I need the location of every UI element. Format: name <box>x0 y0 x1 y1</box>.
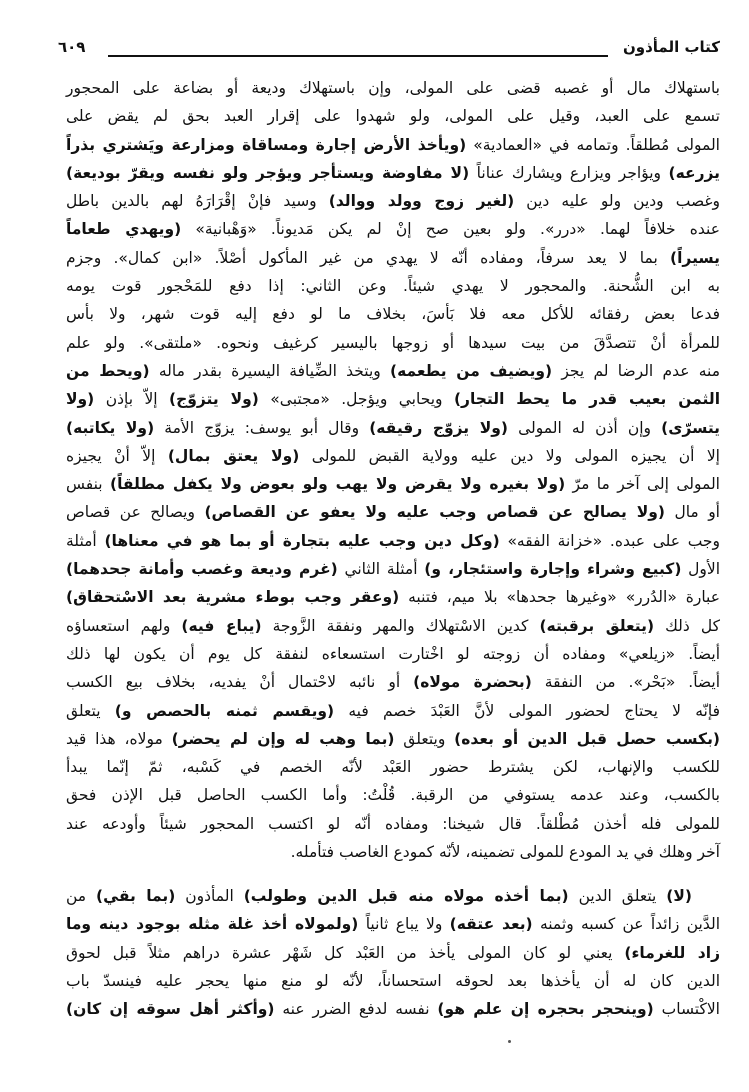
commentary-text: وسيد فإنْ إقْرَارَهُ لهم بالدين باطل <box>66 192 329 211</box>
commentary-text: وغصب ودين ولو عليه دين <box>514 192 720 211</box>
commentary-text: المولى إلى آخر ما مرّ <box>565 475 720 494</box>
text-line <box>66 74 720 102</box>
text-line <box>66 414 720 442</box>
commentary-text: المأذون <box>175 887 244 905</box>
header-rule <box>108 55 608 57</box>
commentary-text: كل ذلك <box>654 616 720 635</box>
paragraph-2 <box>66 882 720 1023</box>
commentary-text: أو مال <box>664 503 720 522</box>
bold-matn-text: الثمن بعيب قدر ما يحط التجار) <box>453 390 721 409</box>
bold-matn-text: (ويقسم ثمنه بالحصص و) <box>114 701 335 720</box>
text-line <box>66 810 720 838</box>
bold-matn-text: (يتعلق برقبته) <box>539 616 655 635</box>
commentary-text: إلاّ بإذن <box>94 390 170 409</box>
bold-matn-text: (ولا يعتق بمال) <box>167 446 300 465</box>
text-line <box>66 215 720 243</box>
text-line <box>66 668 720 696</box>
text-line <box>66 470 720 498</box>
commentary-text: تسمع على العبد، وقيل على المولى، ولو شهدوا على إقرار العبد بحق لم يقض على <box>66 107 720 126</box>
commentary-text: الاكْتساب <box>653 1000 720 1019</box>
bold-matn-text: (بما وهب له وإن لم يحضر) <box>171 729 395 748</box>
paragraph-1 <box>66 74 720 866</box>
bold-matn-text: (ولا يكاتبه) <box>66 418 155 437</box>
commentary-text: كدين الاسْتهلاك والمهر ونفقة الزَّوجة <box>261 616 540 635</box>
page-header <box>58 38 720 62</box>
bold-matn-text: يزرعه) <box>668 163 720 182</box>
bold-matn-text: (وأكثر أهل سوقه إن كان) <box>66 1000 275 1019</box>
text-line <box>66 781 720 809</box>
commentary-text: ولهم استعساؤه <box>66 616 182 635</box>
commentary-text: المولى مُطلقاً. وتمامه في «العمادية» <box>466 135 720 154</box>
bold-matn-text: (لا) <box>666 887 692 905</box>
text-line <box>66 131 720 159</box>
text-line <box>66 102 720 130</box>
text-line <box>66 244 720 272</box>
commentary-text: من <box>66 887 97 905</box>
commentary-text: للمولى فله أخذن مُطْلقاً. قال شيخنا: ومفاده أنّه لو اكتسب المحجور شيئاً وأودعه عند <box>66 814 720 833</box>
bold-matn-text: (ولا يصالح عن قصاص وجب عليه ولا يعفو عن القصاص) <box>204 503 665 522</box>
text-line <box>66 882 720 910</box>
bold-matn-text: (ولا بغيره ولا يقرض ولا يهب ولو بعوض ولا يكفل مطلقاً) <box>109 475 566 494</box>
commentary-text: يتعلق <box>66 701 115 720</box>
text-line <box>66 640 720 668</box>
text-line <box>66 697 720 725</box>
commentary-text: ولا يباع ثانياً <box>358 915 450 934</box>
commentary-text: باستهلاك مال أو غصبه قضى على المولى، وإن باستهلاك وديعة أو بضاعة على المحجور <box>66 79 720 97</box>
bold-matn-text: (وينحجر بحجره إن علم هو) <box>437 1000 654 1019</box>
bold-matn-text: (بعد عتقه) <box>449 915 533 934</box>
bold-matn-text: (ويحط من <box>66 361 150 380</box>
commentary-text: ويحابي ويؤجل. «مجتبى» <box>258 390 454 409</box>
commentary-text: وقال أبو يوسف: يزوّج الأمة <box>154 418 370 437</box>
chapter-title: كتاب المأذون <box>622 38 720 56</box>
bold-matn-text: (ولا يزوّج رقيقه) <box>369 418 508 437</box>
commentary-text: للكسب والإنهاب، لكن يشترط حضور العَبْد لأنّه الخصم في كَسْبه، ثمّ إنّما يبدأ <box>66 758 720 777</box>
bold-matn-text: يتسرّى) <box>661 418 720 437</box>
bold-matn-text: (ولا يتزوّج) <box>169 390 259 409</box>
text-line <box>66 498 720 526</box>
commentary-text: ويتخذ الضِّيافة اليسيرة بقدر ماله <box>149 361 390 380</box>
commentary-text: للمرأة أنْ تتصدَّقَ من بيت سيدها أو زوجها باليسير كرغيف ونحوه. «ملتقى». ولو علم <box>66 333 720 352</box>
commentary-text: وإن أذن له المولى <box>508 418 662 437</box>
bold-matn-text: (بحضرة مولاه) <box>413 673 532 692</box>
commentary-text: فدعا بعض رفقائه للأكل معه فلا بَأسَ، بخلاف ما لو دفع إليه قوت شهر، ولا بأس <box>66 305 720 324</box>
commentary-text: يعني لو كان المولى يأخذ من العَبْد كل شَهْر عشرة دراهم مثلاً قبل لحوق <box>66 943 625 962</box>
commentary-text: أمثلة الثاني <box>337 560 425 579</box>
commentary-text: بما لا يعد سرفاً، ومفاده أنّه لا يهدي من غير المأكول أصْلاً. «ابن كمال». وجزم <box>66 248 671 267</box>
bold-matn-text: (ويضيف من يطعمه) <box>390 361 553 380</box>
bold-matn-text: (غرم وديعة وغصب وأمانة جحدهما) <box>66 560 338 579</box>
text-line <box>66 910 720 938</box>
page-mark <box>508 1040 511 1043</box>
commentary-text: أيضاً. «بَحْر». من النفقة <box>531 673 720 692</box>
bold-matn-text: (ولا <box>66 390 95 409</box>
bold-matn-text: (كبيع وشراء وإجارة واستئجار، و) <box>424 560 682 579</box>
commentary-text: الدين كان له أن يأخذها بعد لحوقه استحساناً، لأنّه لو منع منها يحجر عليه فينسدّ باب <box>66 971 720 990</box>
text-line <box>66 583 720 611</box>
commentary-text: عنده خلافاً لهما. «درر». ولو بعين صح إنْ لم يكن مَديوناً. «وَهْبانية» <box>181 220 720 239</box>
text-line <box>66 442 720 470</box>
commentary-text: مولاه، هذا قيد <box>66 729 172 748</box>
commentary-text: إلا أن يجيزه المولى ولا دين عليه وولاية القبض للمولى <box>299 446 720 465</box>
bold-matn-text: (يباع فيه) <box>181 616 262 635</box>
commentary-text: ويصالح عن قصاص <box>66 503 205 522</box>
text-line <box>66 753 720 781</box>
bold-matn-text: زاد للغرماء) <box>624 943 720 962</box>
commentary-text: الأول <box>681 560 720 579</box>
bold-matn-text: (لغير زوج وولد ووالد) <box>328 192 515 211</box>
bold-matn-text: (لا مفاوضة ويستأجر ويؤجر ولو نفسه ويقرّ بوديعة) <box>66 163 470 182</box>
commentary-text: ويتعلق <box>394 729 455 748</box>
bold-matn-text: (ولمولاه أخذ غلة مثله بوجود دينه وما <box>66 915 359 934</box>
text-line <box>66 329 720 357</box>
text-line <box>66 725 720 753</box>
text-line <box>66 159 720 187</box>
text-line <box>66 357 720 385</box>
bold-matn-text: (بكسب حصل قبل الدين أو بعده) <box>454 729 720 748</box>
bold-matn-text: (ويهدي طعاماً <box>66 220 182 239</box>
page-number: ٦٠٩ <box>58 38 86 56</box>
text-line <box>66 939 720 967</box>
bold-matn-text: يسيراً) <box>670 248 720 267</box>
commentary-text: بالكسب، وعند عدمه يستوفي من الرقبة. قُلْتُ: وأما الكسب الحاصل قبل الإذن فحق <box>66 786 720 805</box>
commentary-text: أمثلة <box>66 531 105 550</box>
bold-matn-text: (بما أخذه مولاه منه قبل الدين وطولب) <box>243 887 569 905</box>
commentary-text: الدَّين زائداً عن كسبه وثمنه <box>532 915 721 934</box>
text-line <box>66 838 720 866</box>
commentary-text: آخر وهلك في يد المودع للمولى تضمينه، لأنّه كمودع الغاصب فتأمله. <box>290 843 720 862</box>
commentary-text: فإنّه لا يحتاج لحضور المولى لأنَّ العَبْدَ خصم فيه <box>334 701 720 720</box>
commentary-text: إلاّ أنْ يجيزه <box>66 446 168 465</box>
bold-matn-text: (ويأخذ الأرض إجارة ومساقاة ومزارعة ويَشتري بذراً <box>66 135 467 154</box>
commentary-text: بنفس <box>66 475 110 494</box>
bold-matn-text: (وعقر وجب بوطء مشرية بعد الاسْتحقاق) <box>66 588 400 607</box>
commentary-text: أيضاً. «زيلعي» ومفاده أن زوجته لو اخْتارت استسعاءه لنفقة كل يوم أن يكون لها ذلك <box>66 644 720 663</box>
commentary-text: به ابن الشُّحنة. والمحجور لا يهدي شيئاً. وعن الثاني: إذا دفع للمَحْجور قوت يومه <box>66 277 720 296</box>
text-line <box>66 527 720 555</box>
text-line <box>66 967 720 995</box>
commentary-text: أو نائبه لاحْتمال أنْ يفديه، بخلاف بيع الكسب <box>66 673 414 692</box>
text-line <box>66 272 720 300</box>
text-line <box>66 300 720 328</box>
commentary-text: يتعلق الدين <box>568 887 667 905</box>
commentary-text: عبارة «الدُرر» «وغيرها جحدها» بلا ميم، فتنبه <box>399 588 720 607</box>
commentary-text: وجب على عبده. «خزانة الفقه» <box>499 531 721 550</box>
bold-matn-text: (وكل دين وجب عليه بتجارة أو بما هو في معناها) <box>104 531 500 550</box>
text-line <box>66 555 720 583</box>
text-line <box>66 385 720 413</box>
commentary-text: منه عدم الرضا لم يجز <box>552 361 721 380</box>
text-line <box>66 995 720 1023</box>
commentary-text: ويؤاجر ويزارع ويشارك عناناً <box>469 163 669 182</box>
bold-matn-text: (بما بقي) <box>96 887 176 905</box>
text-line <box>66 612 720 640</box>
text-line <box>66 187 720 215</box>
commentary-text: نفسه لدفع الضرر عنه <box>274 1000 438 1019</box>
